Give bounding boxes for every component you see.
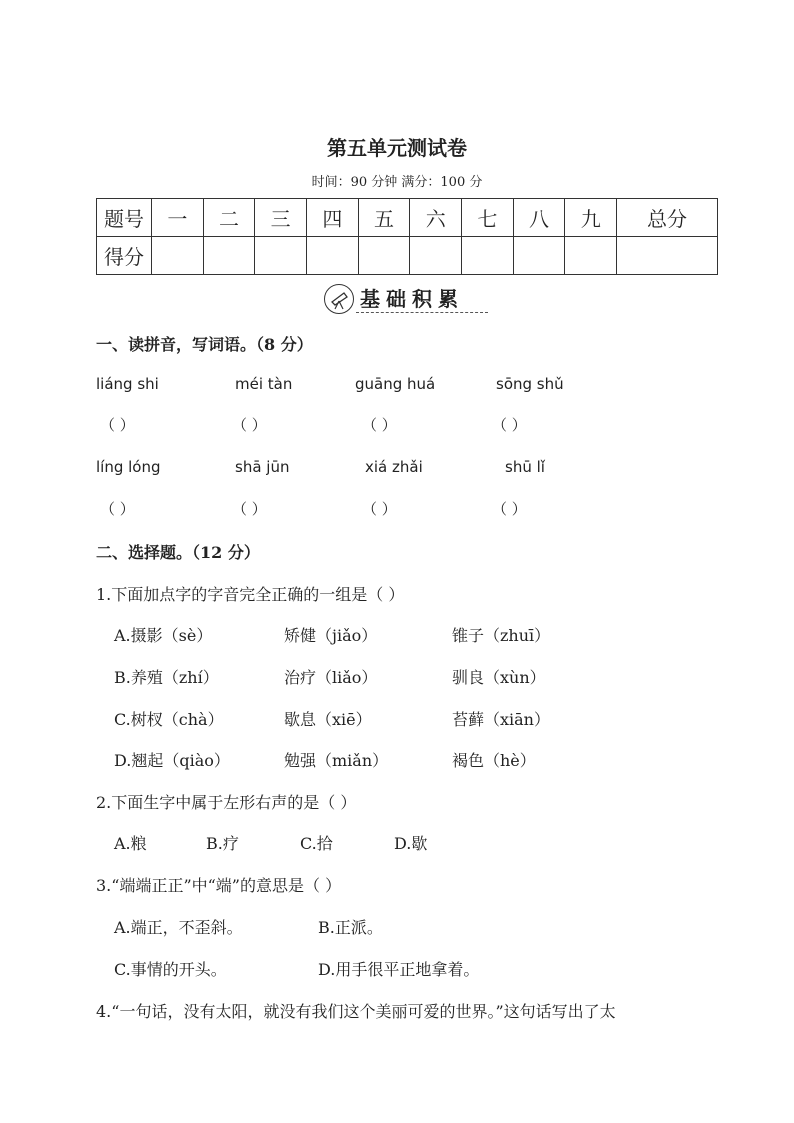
option[interactable]: C.拾 (300, 834, 333, 853)
option[interactable]: D.用手很平正地拿着。 (318, 960, 480, 979)
column-header: 七 (462, 199, 514, 237)
column-header: 三 (255, 199, 307, 237)
option[interactable]: B.疗 (206, 834, 239, 853)
score-cell[interactable] (410, 237, 462, 275)
column-header: 四 (307, 199, 359, 237)
option[interactable]: 驯良（xùn） (452, 668, 546, 687)
table-row (97, 199, 718, 237)
answer-blank[interactable]: （ ） (362, 500, 397, 518)
answer-blank[interactable]: （ ） (492, 500, 527, 518)
option[interactable]: A.端正，不歪斜。 (114, 918, 243, 937)
score-cell[interactable] (513, 237, 565, 275)
option[interactable]: C.事情的开头。 (114, 960, 227, 979)
row-label-question: 题号 (97, 199, 152, 237)
option[interactable]: D.翘起（qiào） (114, 751, 230, 770)
answer-blank[interactable]: （ ） (362, 416, 397, 434)
table-row (97, 237, 718, 275)
answer-blank[interactable]: （ ） (232, 416, 267, 434)
pinyin-item: líng lóng (96, 458, 161, 476)
column-header: 六 (410, 199, 462, 237)
score-cell[interactable] (462, 237, 514, 275)
column-header: 八 (513, 199, 565, 237)
column-header: 二 (203, 199, 255, 237)
option[interactable]: 歇息（xiē） (284, 710, 372, 729)
score-cell[interactable] (255, 237, 307, 275)
score-cell[interactable] (617, 237, 718, 275)
score-cell[interactable] (565, 237, 617, 275)
exam-info: 时间：90 分钟 满分：100 分 (311, 175, 483, 190)
section-1-heading: 一、读拼音，写词语。（8 分） (96, 335, 313, 354)
pinyin-item: guāng huá (355, 375, 436, 393)
answer-blank[interactable]: （ ） (232, 500, 267, 518)
column-header: 总分 (617, 199, 718, 237)
answer-blank[interactable]: （ ） (100, 500, 135, 518)
option[interactable]: 锥子（zhuī） (452, 626, 551, 645)
score-cell[interactable] (307, 237, 359, 275)
option[interactable]: D.歇 (394, 834, 428, 853)
option[interactable]: 勉强（miǎn） (284, 751, 389, 770)
option[interactable]: C.树杈（chà） (114, 710, 224, 729)
question-1: 1.下面加点字的字音完全正确的一组是（ ） (96, 585, 405, 604)
option[interactable]: 褐色（hè） (452, 751, 536, 770)
question-2: 2.下面生字中属于左形右声的是（ ） (96, 793, 357, 812)
banner-underline (356, 312, 488, 313)
score-cell[interactable] (203, 237, 255, 275)
page-title: 第五单元测试卷 (327, 136, 467, 160)
section-2-heading: 二、选择题。（12 分） (96, 543, 260, 562)
pinyin-item: xiá zhǎi (365, 458, 423, 476)
section-banner (320, 282, 490, 316)
score-cell[interactable] (358, 237, 410, 275)
option[interactable]: 苔藓（xiān） (452, 710, 550, 729)
option[interactable]: 治疗（liǎo） (284, 668, 378, 687)
telescope-icon (324, 284, 354, 314)
banner-title: 基础积累 (360, 287, 464, 311)
score-table (96, 198, 718, 275)
score-cell[interactable] (152, 237, 204, 275)
pinyin-item: shū lǐ (505, 458, 545, 476)
question-3: 3.“端端正正”中“端”的意思是（ ） (96, 876, 342, 895)
row-label-score: 得分 (97, 237, 152, 275)
answer-blank[interactable]: （ ） (100, 416, 135, 434)
option[interactable]: B.正派。 (318, 918, 383, 937)
answer-blank[interactable]: （ ） (492, 416, 527, 434)
option[interactable]: A.粮 (114, 834, 147, 853)
pinyin-item: liáng shi (96, 375, 159, 393)
option[interactable]: B.养殖（zhí） (114, 668, 219, 687)
question-4: 4.“一句话，没有太阳，就没有我们这个美丽可爱的世界。”这句话写出了太 (96, 1002, 616, 1021)
pinyin-item: méi tàn (235, 375, 293, 393)
column-header: 五 (358, 199, 410, 237)
pinyin-item: sōng shǔ (496, 375, 564, 393)
column-header: 九 (565, 199, 617, 237)
option[interactable]: A.摄影（sè） (114, 626, 213, 645)
column-header: 一 (152, 199, 204, 237)
option[interactable]: 矫健（jiǎo） (284, 626, 378, 645)
pinyin-item: shā jūn (235, 458, 290, 476)
